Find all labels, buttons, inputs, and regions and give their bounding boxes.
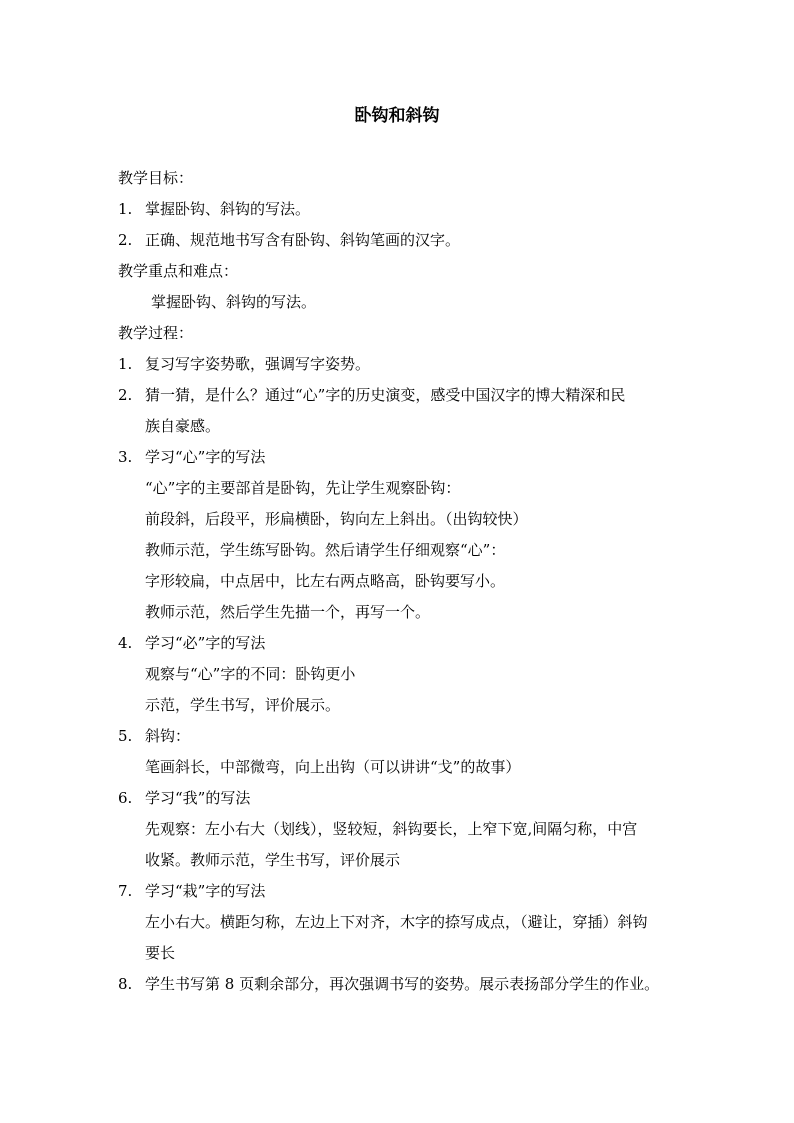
step-line: 斜钩： xyxy=(145,727,191,745)
goal-number: 2. xyxy=(118,231,133,249)
step-line: 笔画斜长，中部微弯，向上出钩（可以讲讲“戈”的故事） xyxy=(145,758,521,776)
step-item xyxy=(118,628,688,659)
step-line: “心”字的主要部首是卧钩，先让学生观察卧钩： xyxy=(145,479,461,497)
goal-item xyxy=(118,225,688,256)
step-line: 学生书写第 8 页剩余部分，再次强调书写的姿势。展示表扬部分学生的作业。 xyxy=(145,975,660,993)
step-number: 4. xyxy=(118,634,133,652)
step-line: 先观察：左小右大（划线），竖较短，斜钩要长，上窄下宽,间隔匀称，中宫 xyxy=(145,820,638,838)
step-number: 7. xyxy=(118,882,133,900)
step-item xyxy=(118,969,688,1000)
step-line: 学习“我”的写法 xyxy=(145,789,251,807)
document-title: 卧钩和斜钩 xyxy=(354,106,440,126)
step-line: 左小右大。横距匀称，左边上下对齐，木字的捺写成点，（避让，穿插）斜钩 xyxy=(145,913,648,931)
step-item xyxy=(118,349,688,380)
goal-number: 1. xyxy=(118,200,133,218)
step-item xyxy=(118,876,688,907)
step-line: 族自豪感。 xyxy=(145,417,221,435)
step-item xyxy=(118,783,688,814)
step-item xyxy=(118,380,688,411)
step-line: 教师示范，学生练写卧钩。然后请学生仔细观察“心”： xyxy=(145,541,506,559)
document-body xyxy=(118,163,688,1000)
step-number: 2. xyxy=(118,386,133,404)
key-heading: 教学重点和难点： xyxy=(118,262,239,280)
step-line: 观察与“心”字的不同：卧钩更小 xyxy=(145,665,356,683)
step-line: 复习写字姿势歌，强调写字姿势。 xyxy=(145,355,371,373)
goal-text: 正确、规范地书写含有卧钩、斜钩笔画的汉字。 xyxy=(145,231,461,249)
step-line: 字形较扁，中点居中，比左右两点略高，卧钩要写小。 xyxy=(145,572,506,590)
step-line: 收紧。教师示范，学生书写，评价展示 xyxy=(145,851,401,869)
step-number: 1. xyxy=(118,355,133,373)
step-number: 3. xyxy=(118,448,133,466)
step-line: 猜一猜，是什么？通过“心”字的历史演变，感受中国汉字的博大精深和民 xyxy=(145,386,626,404)
step-line: 教师示范，然后学生先描一个，再写一个。 xyxy=(145,603,431,621)
goal-item xyxy=(118,194,688,225)
goal-text: 掌握卧钩、斜钩的写法。 xyxy=(145,200,311,218)
step-line: 学习“心”字的写法 xyxy=(145,448,266,466)
step-item xyxy=(118,721,688,752)
process-heading: 教学过程： xyxy=(118,324,194,342)
step-line: 学习“栽”字的写法 xyxy=(145,882,266,900)
step-line: 前段斜，后段平，形扁横卧，钩向左上斜出。（出钩较快） xyxy=(145,510,528,528)
step-line: 学习“必”字的写法 xyxy=(145,634,266,652)
step-number: 6. xyxy=(118,789,133,807)
step-number: 5. xyxy=(118,727,133,745)
key-text: 掌握卧钩、斜钩的写法。 xyxy=(151,293,317,311)
step-item xyxy=(118,442,688,473)
step-number: 8. xyxy=(118,975,133,993)
goals-heading: 教学目标： xyxy=(118,169,194,187)
step-line: 要长 xyxy=(145,944,176,962)
step-line: 示范，学生书写，评价展示。 xyxy=(145,696,341,714)
